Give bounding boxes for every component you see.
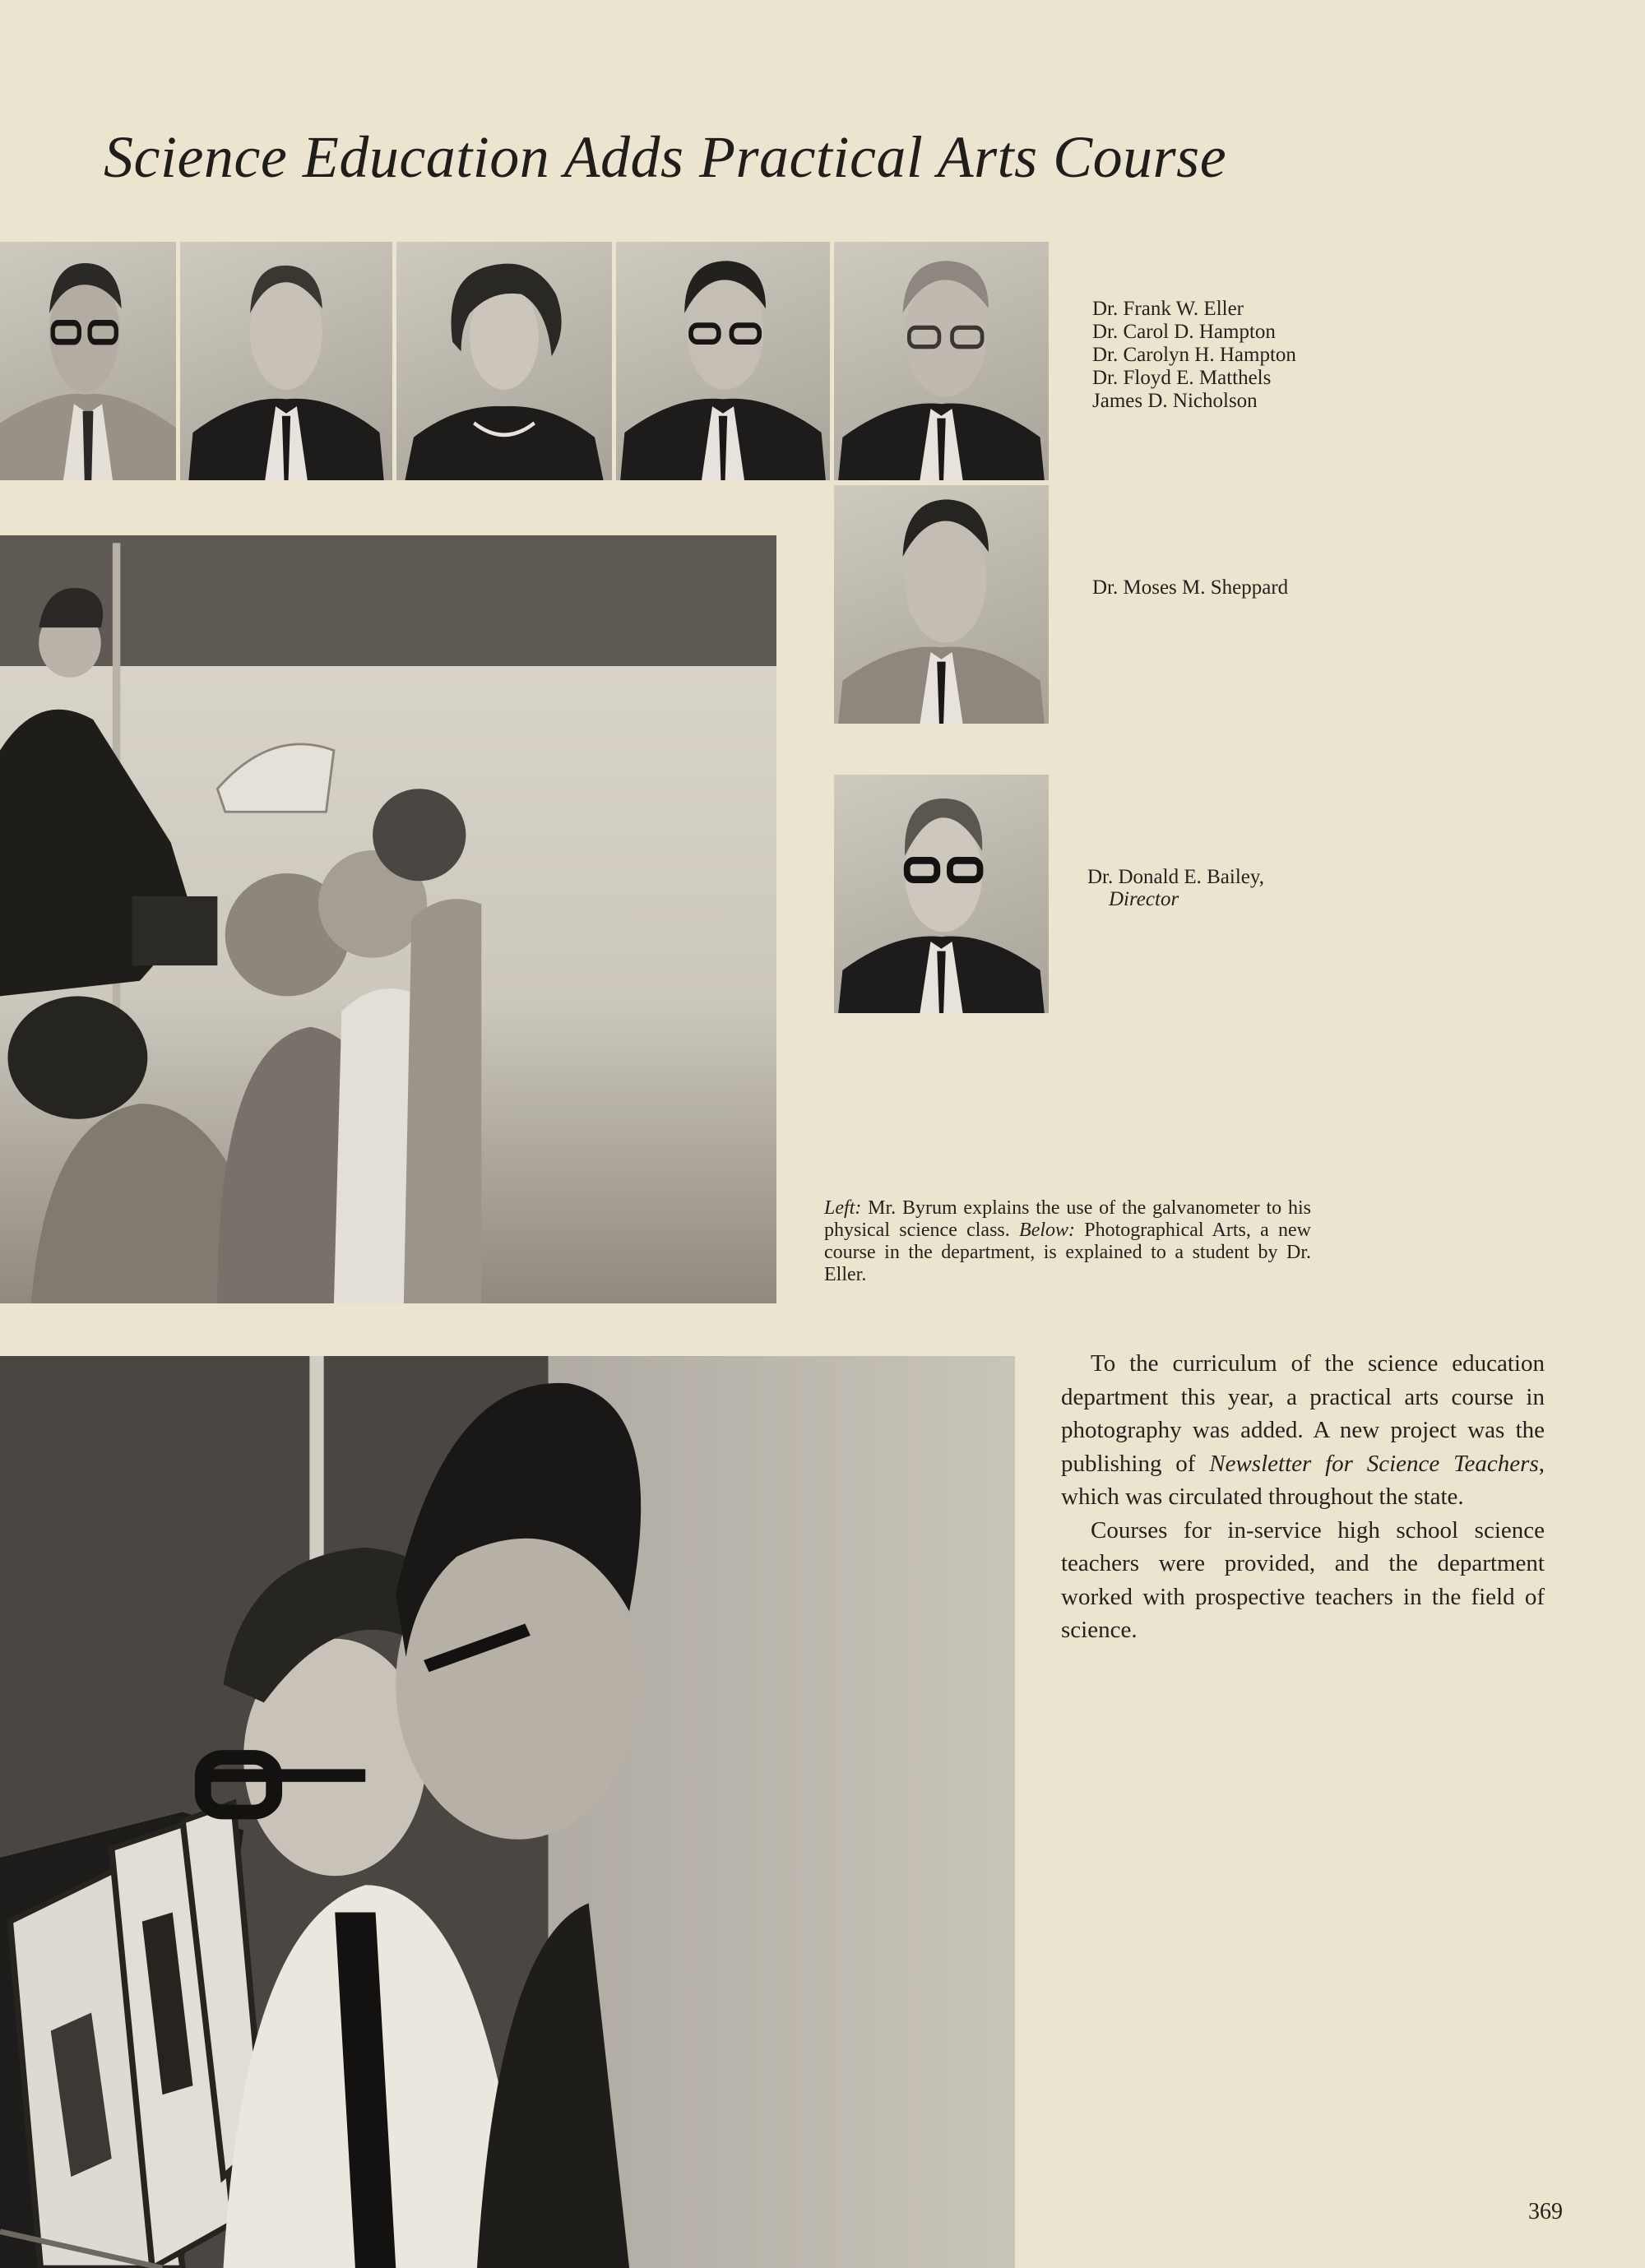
faculty-name: James D. Nicholson	[1092, 390, 1258, 412]
portrait-photo-sheppard	[834, 485, 1049, 724]
photo-caption	[824, 1197, 1311, 1286]
faculty-name: Dr. Carol D. Hampton	[1092, 321, 1276, 343]
page-title: Science Education Adds Practical Arts Course	[104, 124, 1227, 190]
caption-bailey-role: Director	[1109, 888, 1179, 910]
classroom-galvanometer-photo	[0, 535, 776, 1303]
portrait-photo-4	[616, 242, 830, 480]
caption-below-label: Below:	[1019, 1220, 1076, 1241]
photography-lesson-photo	[0, 1356, 1015, 2268]
caption-left-text: Mr. Byrum explains the use of the galvanometer to his physical science class.	[824, 1197, 1311, 1241]
portrait-photo-1	[0, 242, 176, 480]
faculty-name: Dr. Carolyn H. Hampton	[1092, 344, 1296, 366]
article-paragraph-2: Courses for in-service high school science teachers were provided, and the department worked with prospective teachers in the field of science.	[1061, 1516, 1545, 1643]
portrait-photo-3	[396, 242, 612, 480]
faculty-name: Dr. Frank W. Eller	[1092, 298, 1244, 320]
caption-bailey-name: Dr. Donald E. Bailey,	[1087, 866, 1265, 888]
article-text: To the curriculum of the science education department this year, a practical arts course in photography was added. A new project was the publishing of	[1061, 1350, 1545, 1477]
page-number: 369	[1528, 2199, 1563, 2224]
article-body	[1061, 1347, 1545, 1647]
faculty-name-list	[1092, 298, 1296, 413]
article-text: , which was circulated throughout the state.	[1061, 1450, 1545, 1510]
article-paragraph-1	[1061, 1347, 1545, 1514]
newsletter-title: Newsletter for Science Teachers	[1209, 1450, 1539, 1477]
caption-left-label: Left:	[824, 1197, 862, 1219]
portrait-photo-5	[834, 242, 1049, 480]
caption-below-text: Photographical Arts, a new course in the department, is explained to a student by Dr. Eller.	[824, 1220, 1311, 1285]
portrait-photo-2	[180, 242, 392, 480]
faculty-name: Dr. Floyd E. Matthels	[1092, 367, 1272, 389]
portrait-photo-bailey	[834, 775, 1049, 1013]
caption-sheppard: Dr. Moses M. Sheppard	[1092, 576, 1289, 599]
